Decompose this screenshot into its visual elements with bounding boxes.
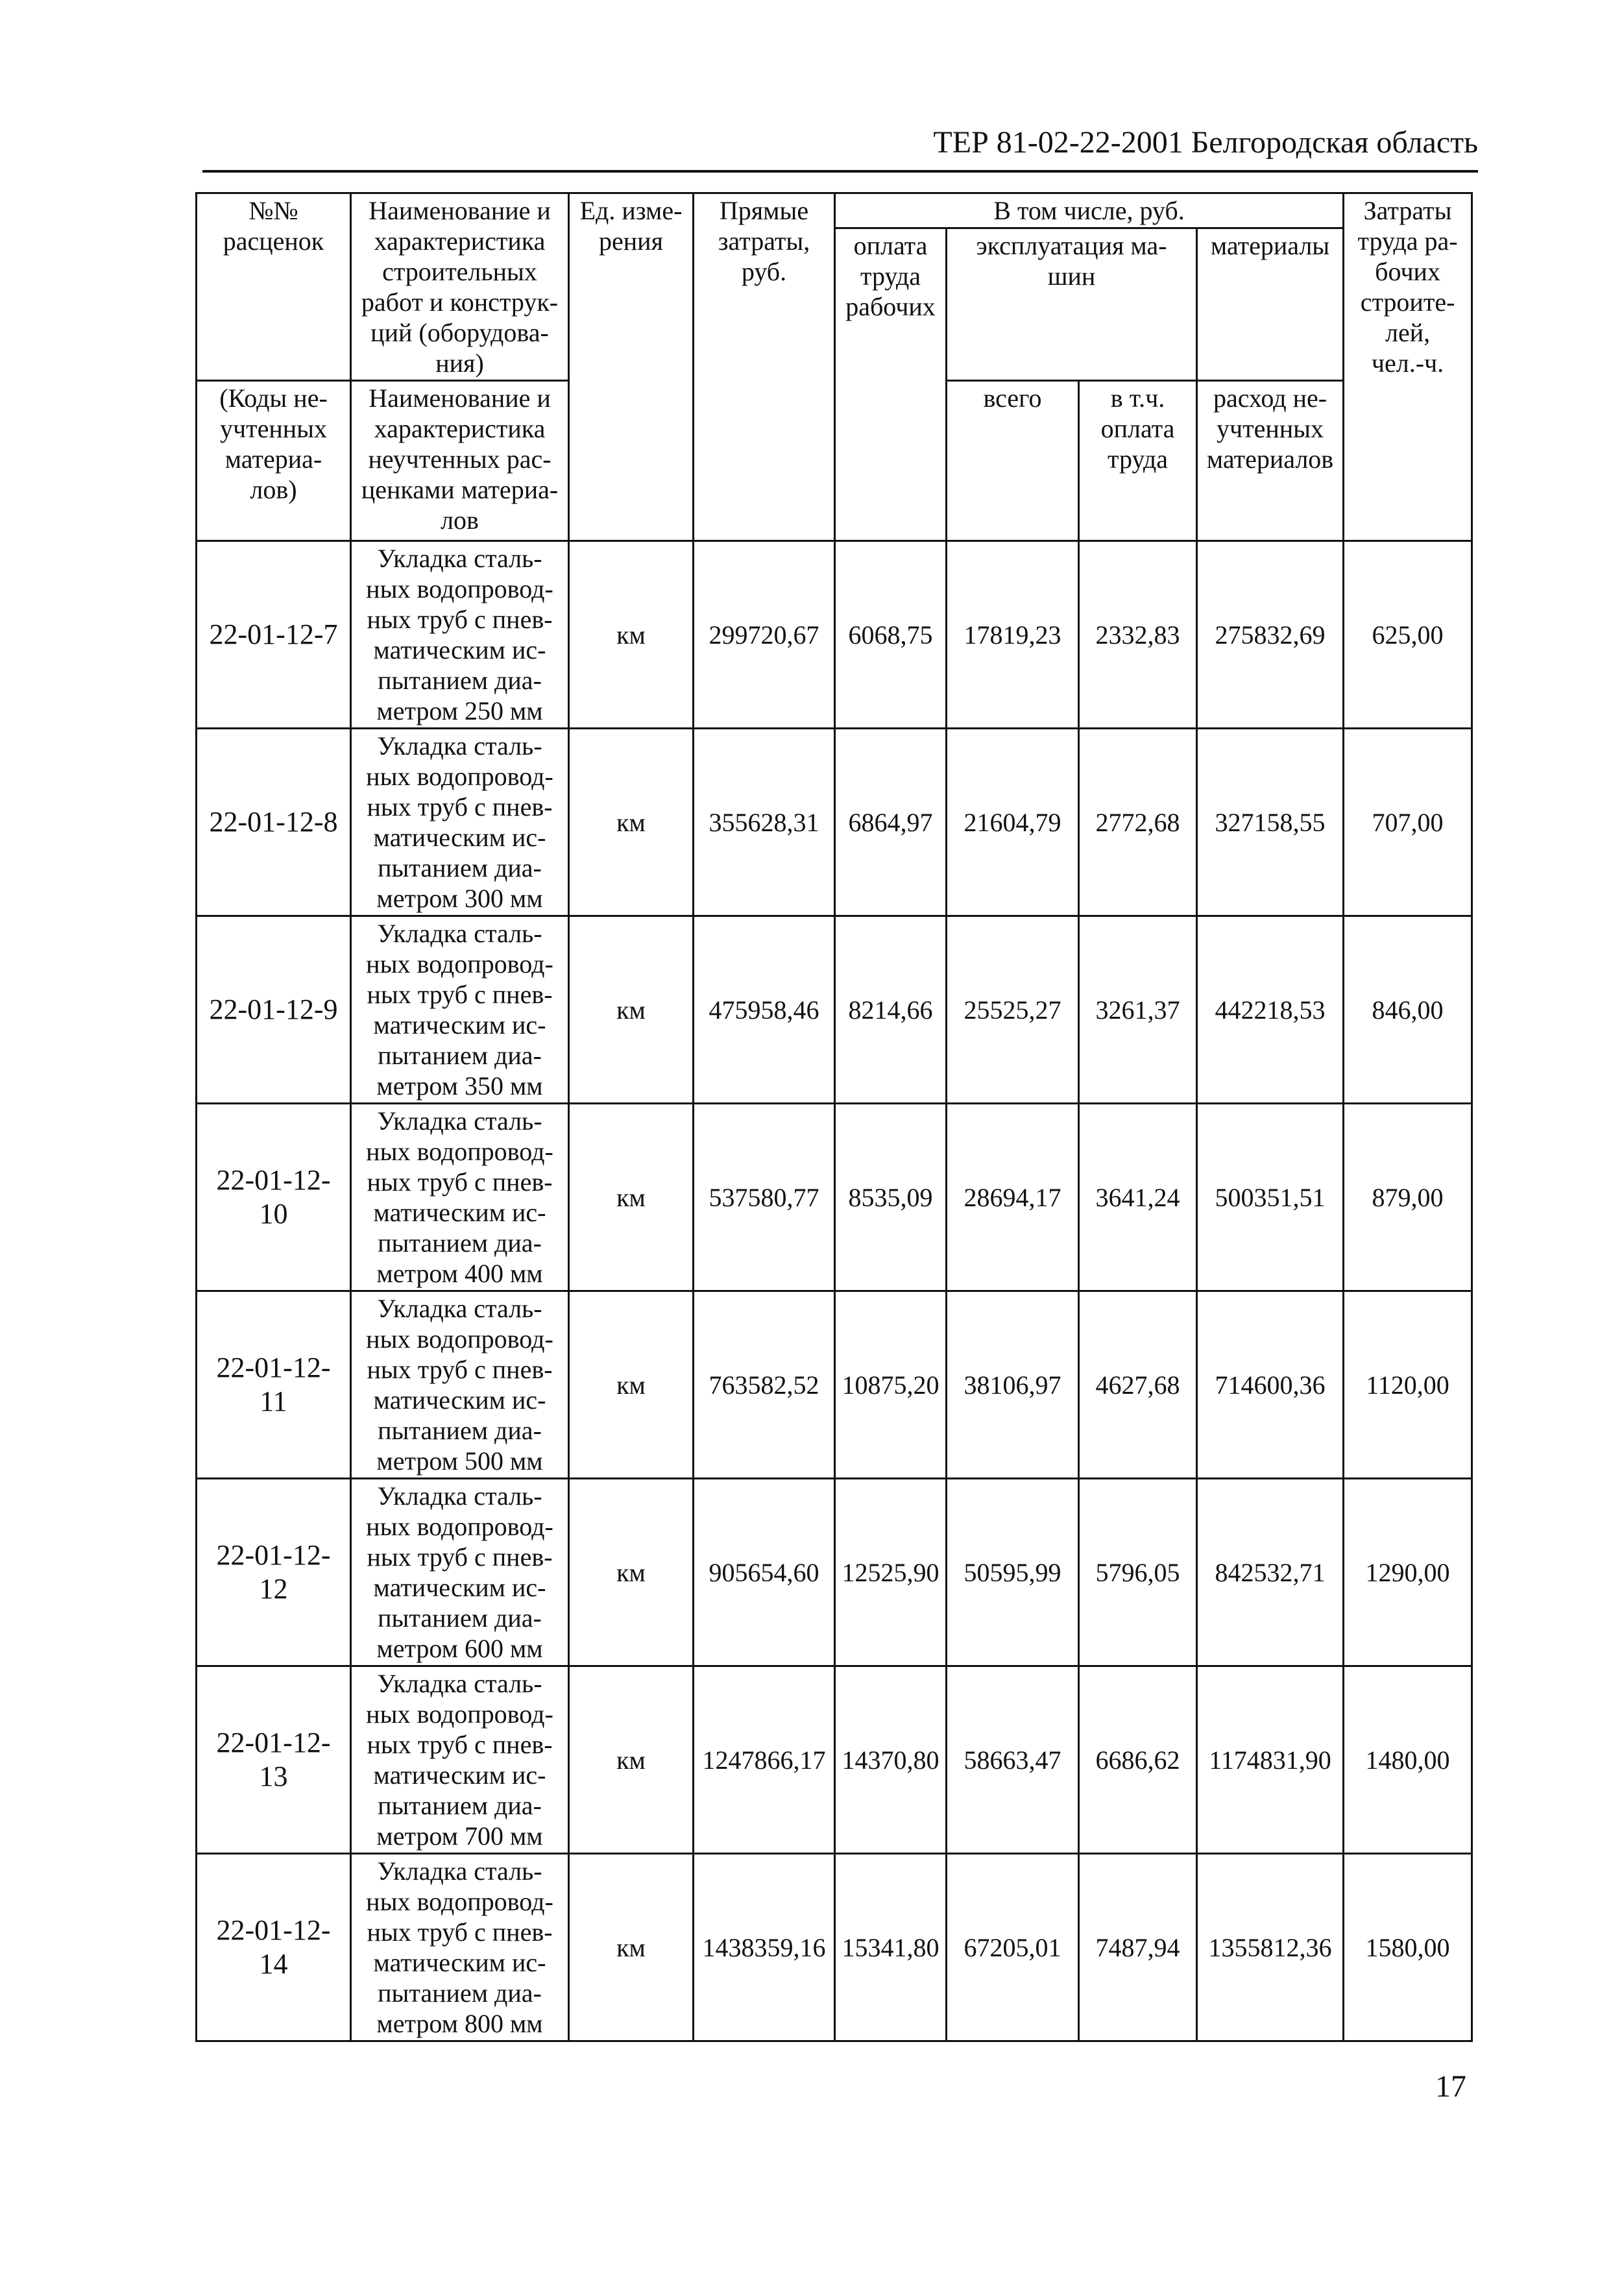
- cell-code: 22-01-12- 14: [197, 1854, 351, 2041]
- table-row: [197, 1854, 1472, 2041]
- cell-unit: км: [569, 1291, 694, 1479]
- cell-code: 22-01-12- 11: [197, 1291, 351, 1479]
- cell-materials: 442218,53: [1197, 916, 1344, 1104]
- cell-unit: км: [569, 1854, 694, 2041]
- cell-code: 22-01-12- 10: [197, 1104, 351, 1291]
- cell-code: 22-01-12-9: [197, 916, 351, 1104]
- cell-name: Укладка сталь- ных водопровод- ных труб с пнев- матическим ис- пытанием диа- метром 700 мм: [351, 1666, 569, 1854]
- cell-unit: км: [569, 1666, 694, 1854]
- header-direct: Прямые затраты, руб.: [694, 193, 835, 541]
- cell-unit: км: [569, 541, 694, 729]
- cell-direct: 1247866,17: [694, 1666, 835, 1854]
- cell-name: Укладка сталь- ных водопровод- ных труб с пнев- матическим ис- пытанием диа- метром 350 мм: [351, 916, 569, 1104]
- rates-table: [195, 192, 1473, 2042]
- cell-machines-labor: 2772,68: [1079, 729, 1197, 916]
- cell-direct: 763582,52: [694, 1291, 835, 1479]
- cell-direct: 475958,46: [694, 916, 835, 1104]
- cell-effort: 1480,00: [1344, 1666, 1472, 1854]
- document-header: ТЕР 81-02-22-2001 Белгородская область: [933, 125, 1478, 160]
- header-materials: материалы: [1197, 228, 1344, 381]
- table-row: [197, 729, 1472, 916]
- header-code: №№ расценок: [197, 193, 351, 381]
- table-row: [197, 541, 1472, 729]
- cell-unit: км: [569, 1104, 694, 1291]
- table-row: [197, 1291, 1472, 1479]
- cell-machines-total: 58663,47: [947, 1666, 1079, 1854]
- cell-machines-labor: 2332,83: [1079, 541, 1197, 729]
- cell-labor: 12525,90: [835, 1479, 947, 1666]
- table-row: [197, 1666, 1472, 1854]
- cell-materials: 500351,51: [1197, 1104, 1344, 1291]
- header-row-1: [197, 193, 1472, 228]
- cell-unit: км: [569, 1479, 694, 1666]
- cell-effort: 1290,00: [1344, 1479, 1472, 1666]
- cell-materials: 1355812,36: [1197, 1854, 1344, 2041]
- header-machines: эксплуатация ма- шин: [947, 228, 1197, 381]
- header-effort: Затраты труда ра- бочих строите- лей, чел.-ч.: [1344, 193, 1472, 541]
- cell-direct: 355628,31: [694, 729, 835, 916]
- cell-name: Укладка сталь- ных водопровод- ных труб с пнев- матическим ис- пытанием диа- метром 500 мм: [351, 1291, 569, 1479]
- cell-code: 22-01-12- 12: [197, 1479, 351, 1666]
- header-machines-total: всего: [947, 381, 1079, 541]
- cell-machines-total: 28694,17: [947, 1104, 1079, 1291]
- cell-direct: 1438359,16: [694, 1854, 835, 2041]
- cell-name: Укладка сталь- ных водопровод- ных труб с пнев- матическим ис- пытанием диа- метром 300 мм: [351, 729, 569, 916]
- cell-machines-total: 38106,97: [947, 1291, 1079, 1479]
- cell-effort: 707,00: [1344, 729, 1472, 916]
- cell-effort: 846,00: [1344, 916, 1472, 1104]
- header-labor: оплата труда рабочих: [835, 228, 947, 541]
- cell-machines-total: 67205,01: [947, 1854, 1079, 2041]
- cell-materials: 327158,55: [1197, 729, 1344, 916]
- cell-effort: 879,00: [1344, 1104, 1472, 1291]
- cell-machines-total: 25525,27: [947, 916, 1079, 1104]
- cell-name: Укладка сталь- ных водопровод- ных труб с пнев- матическим ис- пытанием диа- метром 600 мм: [351, 1479, 569, 1666]
- cell-labor: 6864,97: [835, 729, 947, 916]
- page-number: 17: [1435, 2069, 1466, 2104]
- table-row: [197, 1104, 1472, 1291]
- cell-labor: 15341,80: [835, 1854, 947, 2041]
- cell-materials: 842532,71: [1197, 1479, 1344, 1666]
- cell-machines-total: 21604,79: [947, 729, 1079, 916]
- header-name: Наименование и характеристика строительных работ и конструк- ций (оборудова- ния): [351, 193, 569, 381]
- cell-machines-total: 50595,99: [947, 1479, 1079, 1666]
- cell-labor: 8214,66: [835, 916, 947, 1104]
- header-name-unaccounted: Наименование и характеристика неучтенных рас- ценками материа- лов: [351, 381, 569, 541]
- cell-name: Укладка сталь- ных водопровод- ных труб с пнев- матическим ис- пытанием диа- метром 800 мм: [351, 1854, 569, 2041]
- cell-machines-labor: 3261,37: [1079, 916, 1197, 1104]
- cell-direct: 537580,77: [694, 1104, 835, 1291]
- cell-code: 22-01-12- 13: [197, 1666, 351, 1854]
- cell-machines-labor: 4627,68: [1079, 1291, 1197, 1479]
- cell-machines-total: 17819,23: [947, 541, 1079, 729]
- cell-code: 22-01-12-8: [197, 729, 351, 916]
- table-row: [197, 1479, 1472, 1666]
- header-machines-labor: в т.ч. оплата труда: [1079, 381, 1197, 541]
- cell-machines-labor: 7487,94: [1079, 1854, 1197, 2041]
- cell-machines-labor: 5796,05: [1079, 1479, 1197, 1666]
- header-unit: Ед. изме- рения: [569, 193, 694, 541]
- cell-labor: 10875,20: [835, 1291, 947, 1479]
- header-incl: В том числе, руб.: [835, 193, 1344, 228]
- cell-labor: 6068,75: [835, 541, 947, 729]
- cell-machines-labor: 3641,24: [1079, 1104, 1197, 1291]
- cell-effort: 1120,00: [1344, 1291, 1472, 1479]
- header-materials-unaccounted: расход не- учтенных материалов: [1197, 381, 1344, 541]
- table-row: [197, 916, 1472, 1104]
- cell-effort: 625,00: [1344, 541, 1472, 729]
- cell-unit: км: [569, 729, 694, 916]
- cell-direct: 299720,67: [694, 541, 835, 729]
- cell-machines-labor: 6686,62: [1079, 1666, 1197, 1854]
- cell-name: Укладка сталь- ных водопровод- ных труб с пнев- матическим ис- пытанием диа- метром 250 мм: [351, 541, 569, 729]
- cell-effort: 1580,00: [1344, 1854, 1472, 2041]
- cell-materials: 714600,36: [1197, 1291, 1344, 1479]
- cell-name: Укладка сталь- ных водопровод- ных труб с пнев- матическим ис- пытанием диа- метром 400 мм: [351, 1104, 569, 1291]
- cell-labor: 14370,80: [835, 1666, 947, 1854]
- header-code-unaccounted: (Коды не- учтенных материа- лов): [197, 381, 351, 541]
- cell-direct: 905654,60: [694, 1479, 835, 1666]
- cell-materials: 275832,69: [1197, 541, 1344, 729]
- cell-materials: 1174831,90: [1197, 1666, 1344, 1854]
- cell-code: 22-01-12-7: [197, 541, 351, 729]
- cell-unit: км: [569, 916, 694, 1104]
- cell-labor: 8535,09: [835, 1104, 947, 1291]
- header-rule: [202, 170, 1478, 173]
